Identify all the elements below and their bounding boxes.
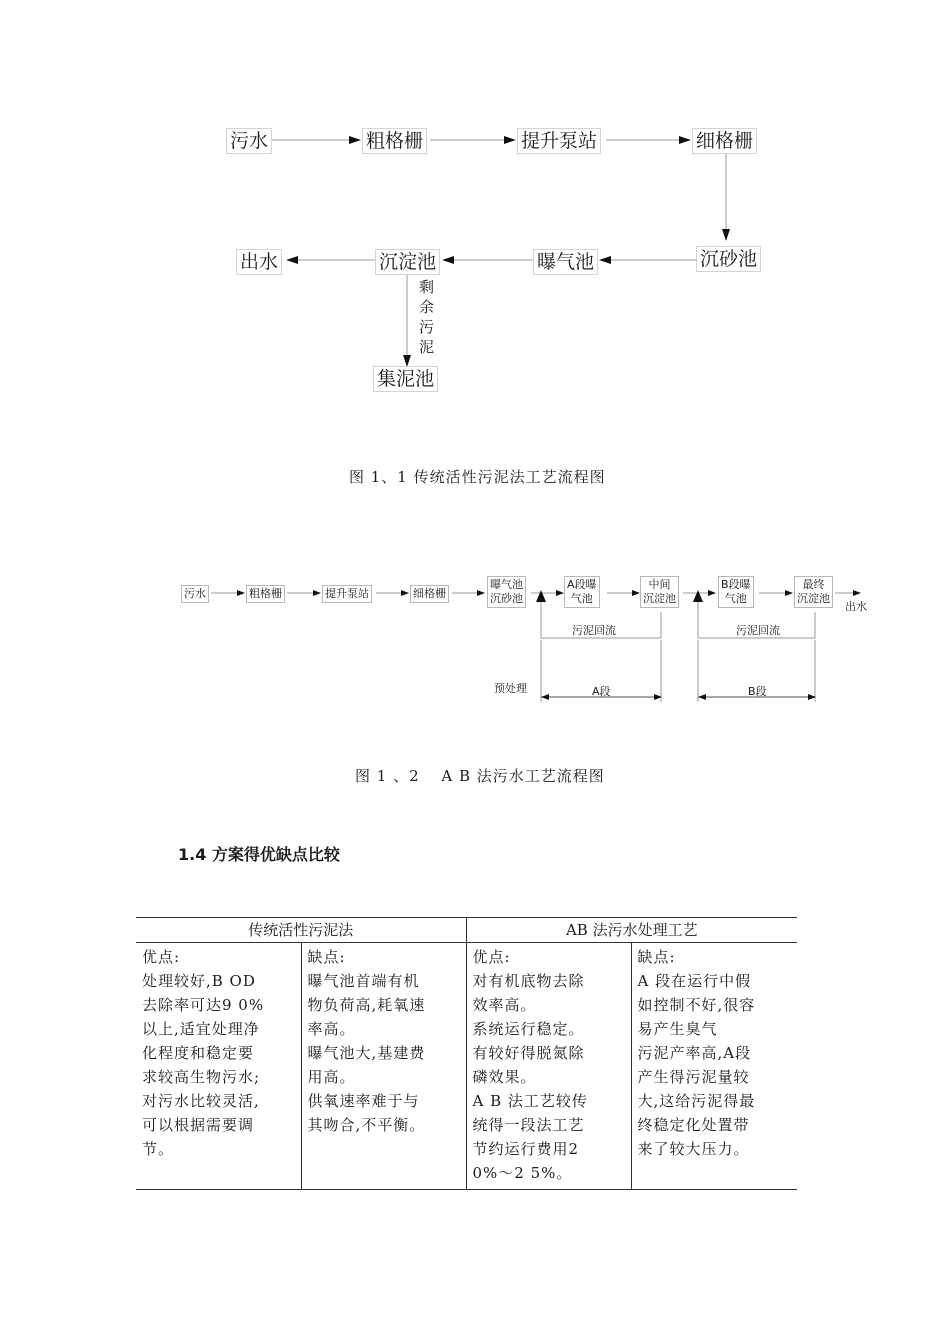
return-arrowhead-a <box>536 590 546 602</box>
n2-b-aeration <box>718 576 754 608</box>
comparison-table <box>136 917 797 1190</box>
cell-line: 可以根据需要调 <box>142 1116 255 1134</box>
cell-line: 曝气池大,基建费 <box>307 1044 426 1062</box>
node-fine-screen: 细格栅 <box>692 128 757 154</box>
cell-line: 易产生臭气 <box>637 1020 718 1038</box>
cell-line: 其吻合,不平衡。 <box>307 1116 426 1134</box>
cell-line: 以上,适宜处理净 <box>142 1020 260 1038</box>
n2-a-aeration <box>564 576 600 608</box>
node-lift-pump: 提升泵站 <box>517 128 601 154</box>
cell-line: 统得一段法工艺 <box>472 1116 585 1134</box>
section-heading: 1.4 方案得优缺点比较 <box>178 845 340 864</box>
n2-b-aeration-line2: 气池 <box>724 592 747 605</box>
cell-ab-pros <box>466 943 631 1190</box>
n2-b-aeration-line1: B段曝 <box>721 578 751 591</box>
n2-fine-screen: 细格栅 <box>410 585 449 603</box>
cell-line: 节约运行费用2 <box>472 1140 580 1158</box>
cell-ab-cons <box>631 943 797 1190</box>
n2-final-sedimentation <box>794 576 833 608</box>
dim-arrow-b-left <box>698 694 706 700</box>
cell-line: 如控制不好,很容 <box>637 996 756 1014</box>
n2-mid-sed-line2: 沉淀池 <box>643 592 676 605</box>
label-a-stage: A段 <box>592 685 611 698</box>
n2-final-sed-line2: 沉淀池 <box>797 592 830 605</box>
table-row <box>136 943 797 1190</box>
node-sewage: 污水 <box>226 128 272 154</box>
cell-line: 曝气池首端有机 <box>307 972 420 990</box>
figure2-caption: 图 1 、2 A B 法污水工艺流程图 <box>355 767 605 785</box>
cell-title: 缺点: <box>637 948 676 966</box>
cell-line: 污泥产率高,A段 <box>637 1044 752 1062</box>
label-return-b: 污泥回流 <box>736 624 780 637</box>
cell-line: A B 法工艺较传 <box>472 1092 588 1110</box>
n2-effluent: 出水 <box>845 600 867 613</box>
cell-line: 物负荷高,耗氧速 <box>307 996 426 1014</box>
cell-line: 产生得污泥量较 <box>637 1068 750 1086</box>
dim-arrow-a-left <box>541 694 549 700</box>
cell-line: 有较好得脱氮除 <box>472 1044 585 1062</box>
n2-coarse-screen: 粗格栅 <box>246 585 285 603</box>
cell-line: 终稳定化处置带 <box>637 1116 750 1134</box>
node-sedimentation: 沉淀池 <box>375 249 440 275</box>
n2-mid-sed-line1: 中间 <box>648 578 671 591</box>
cell-line: 处理较好,B OD <box>142 972 256 990</box>
n2-final-sed-line1: 最终 <box>802 578 825 591</box>
cell-line: 化程度和稳定要 <box>142 1044 255 1062</box>
header-traditional: 传统活性污泥法 <box>136 918 466 943</box>
cell-line: A 段在运行中假 <box>637 972 752 990</box>
n2-aeration-grit-line2: 沉砂池 <box>490 592 523 605</box>
n2-a-aeration-line1: A段曝 <box>567 578 597 591</box>
node-aeration: 曝气池 <box>533 249 598 275</box>
n2-aeration-grit-line1: 曝气池 <box>490 578 523 591</box>
n2-lift-pump: 提升泵站 <box>322 585 372 603</box>
cell-line: 求较高生物污水; <box>142 1068 261 1086</box>
cell-line: 率高。 <box>307 1020 356 1038</box>
label-excess-sludge: 剩余污泥 <box>419 278 435 356</box>
cell-line: 磷效果。 <box>472 1068 537 1086</box>
figure1-connectors <box>0 0 950 420</box>
return-arrowhead-b <box>693 590 703 602</box>
n2-aeration-grit <box>487 576 526 608</box>
node-grit-chamber: 沉砂池 <box>696 246 761 272</box>
cell-line: 来了较大压力。 <box>637 1140 750 1158</box>
n2-a-aeration-line2: 气池 <box>570 592 593 605</box>
cell-title: 缺点: <box>307 948 346 966</box>
cell-traditional-cons <box>301 943 466 1190</box>
n2-sewage: 污水 <box>181 585 209 603</box>
cell-line: 节。 <box>142 1140 175 1158</box>
node-sludge-tank: 集泥池 <box>373 366 438 392</box>
cell-title: 优点: <box>142 948 181 966</box>
table-header-row <box>136 918 797 943</box>
cell-line: 对污水比较灵活, <box>142 1092 260 1110</box>
cell-line: 0%～2 5%。 <box>472 1164 573 1182</box>
label-pretreatment: 预处理 <box>494 682 527 695</box>
figure1-caption: 图 1、1 传统活性污泥法工艺流程图 <box>349 468 606 486</box>
node-coarse-screen: 粗格栅 <box>362 128 427 154</box>
cell-line: 系统运行稳定。 <box>472 1020 585 1038</box>
label-b-stage: B段 <box>748 685 767 698</box>
label-return-a: 污泥回流 <box>572 624 616 637</box>
cell-line: 用高。 <box>307 1068 356 1086</box>
cell-line: 去除率可达9 0% <box>142 996 265 1014</box>
cell-line: 供氧速率难于与 <box>307 1092 420 1110</box>
n2-mid-sedimentation <box>640 576 679 608</box>
cell-line: 效率高。 <box>472 996 537 1014</box>
cell-line: 大,这给污泥得最 <box>637 1092 756 1110</box>
cell-line: 对有机底物去除 <box>472 972 585 990</box>
cell-title: 优点: <box>472 948 511 966</box>
cell-traditional-pros <box>136 943 301 1190</box>
node-effluent: 出水 <box>236 249 282 275</box>
header-ab: AB 法污水处理工艺 <box>466 918 797 943</box>
